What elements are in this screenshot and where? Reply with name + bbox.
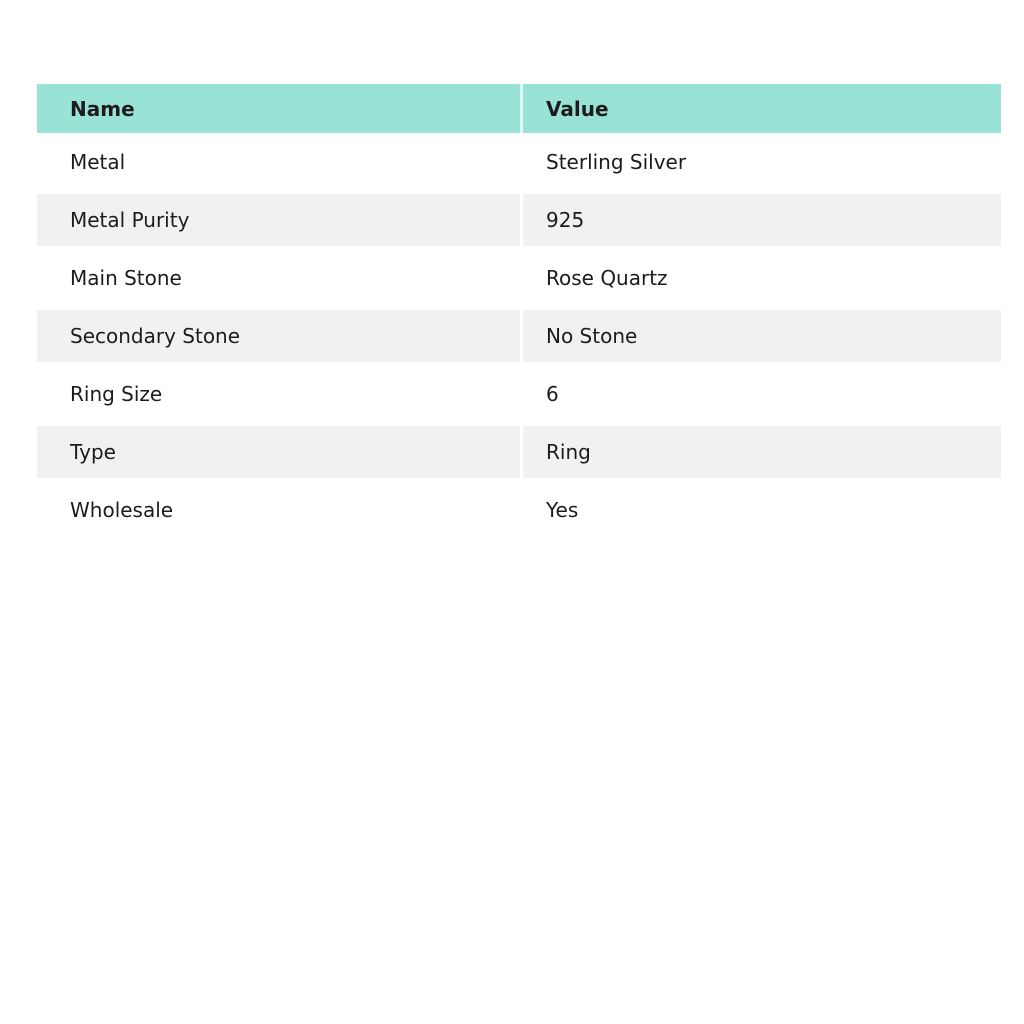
attribute-value: 925 bbox=[546, 208, 585, 232]
table-row-secondary-stone bbox=[37, 307, 1001, 365]
table-header-row bbox=[37, 84, 1001, 133]
column-header-name: Name bbox=[70, 96, 135, 121]
attribute-value: Yes bbox=[546, 498, 579, 522]
attribute-name: Wholesale bbox=[70, 498, 174, 522]
column-header-value: Value bbox=[546, 96, 609, 121]
attribute-name: Ring Size bbox=[70, 382, 163, 406]
attribute-name: Type bbox=[70, 440, 116, 464]
attribute-name: Secondary Stone bbox=[70, 324, 241, 348]
table-row-type bbox=[37, 423, 1001, 481]
attribute-value: Rose Quartz bbox=[546, 266, 668, 290]
table-row-metal bbox=[37, 133, 1001, 191]
attribute-value: No Stone bbox=[546, 324, 638, 348]
attribute-value: Sterling Silver bbox=[546, 150, 687, 174]
table-row-wholesale bbox=[37, 481, 1001, 539]
attribute-value: 6 bbox=[546, 382, 559, 406]
attribute-value: Ring bbox=[546, 440, 591, 464]
product-attributes-table bbox=[37, 84, 1001, 539]
table-row-metal-purity bbox=[37, 191, 1001, 249]
table-row-main-stone bbox=[37, 249, 1001, 307]
attribute-name: Metal bbox=[70, 150, 126, 174]
table-row-ring-size bbox=[37, 365, 1001, 423]
attribute-name: Main Stone bbox=[70, 266, 182, 290]
attribute-name: Metal Purity bbox=[70, 208, 190, 232]
